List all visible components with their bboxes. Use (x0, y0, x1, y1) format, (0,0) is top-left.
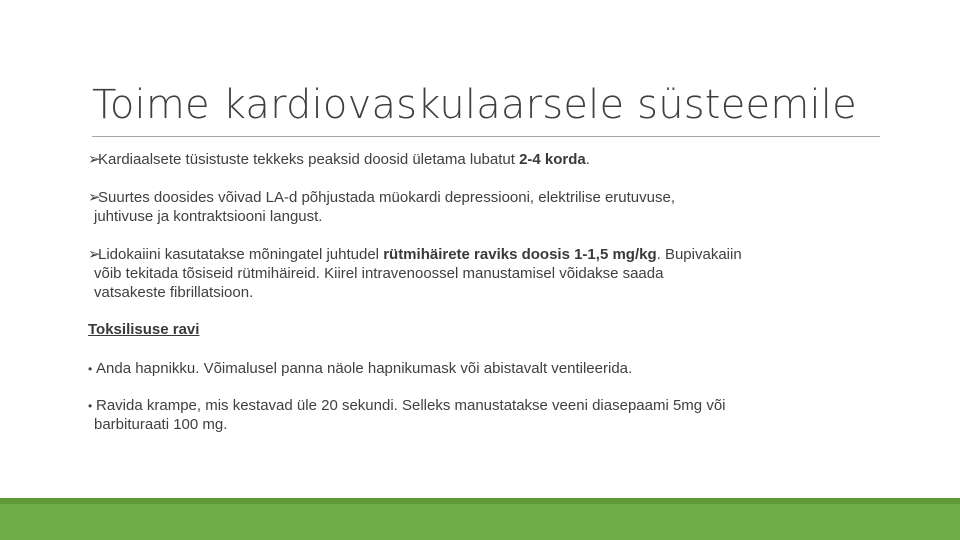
arrow-bullet-icon: ➢ (88, 189, 101, 206)
text-segment: . Bupivakaiin (656, 246, 742, 263)
arrow-bullet-icon: ➢ (88, 151, 101, 168)
arrow-bullet-icon: ➢ (88, 246, 101, 263)
slide-title: Toime kardiovaskulaarsele süsteemile (92, 82, 857, 128)
list-item-text (88, 150, 888, 169)
footer-accent-bar-edge (0, 498, 960, 504)
list-item-line: vatsakeste fibrillatsioon. (94, 284, 254, 301)
bullet-dot-icon: • (88, 362, 93, 376)
section-heading: Toksilisuse ravi (88, 321, 200, 338)
list-item (88, 188, 888, 226)
list-item (88, 150, 888, 169)
list-item-line: Ravida krampe, mis kestavad üle 20 sekundi. Selleks manustatakse veeni diasepaami 5mg või (96, 397, 726, 414)
list-item-line: Anda hapnikku. Võimalusel panna näole hapnikumask või abistavalt ventileerida. (96, 360, 633, 377)
text-segment: . (585, 151, 590, 168)
text-segment: Lidokaiini kasutatakse mõningatel juhtudel (98, 246, 384, 263)
list-item-line (88, 245, 898, 264)
title-divider (92, 136, 880, 137)
list-item (88, 359, 888, 378)
list-item-line: barbituraati 100 mg. (94, 416, 228, 433)
text-segment-bold: 2-4 korda (519, 151, 586, 168)
text-segment: Kardiaalsete tüsistuste tekkeks peaksid doosid ületama lubatut (98, 151, 520, 168)
footer-accent-bar (0, 498, 960, 540)
list-item-line: juhtivuse ja kontraktsiooni langust. (94, 208, 323, 225)
list-item-line: võib tekitada tõsiseid rütmihäireid. Kiirel intravenoossel manustamisel võidakse saada (94, 265, 664, 282)
list-item (88, 396, 888, 434)
bullet-dot-icon: • (88, 399, 93, 413)
list-item-line: Suurtes doosides võivad LA-d põhjustada müokardi depressiooni, elektrilise erutuvuse, (98, 189, 675, 206)
text-segment-bold: rütmihäirete raviks doosis 1-1,5 mg/kg (383, 246, 657, 263)
list-item (88, 245, 898, 302)
